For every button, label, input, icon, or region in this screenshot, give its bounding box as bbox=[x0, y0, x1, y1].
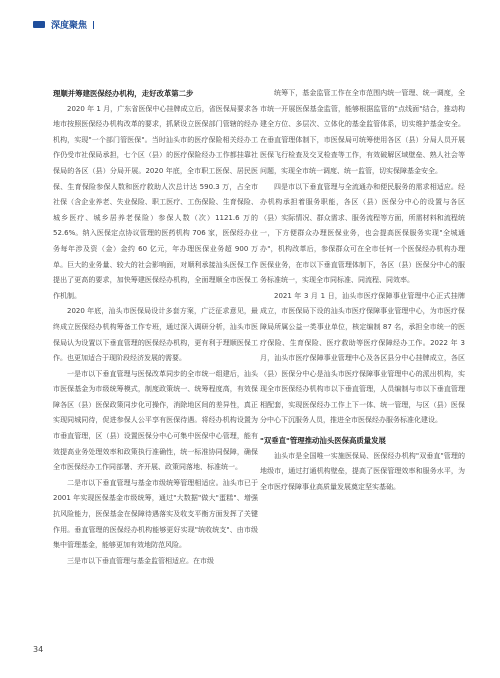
left-column bbox=[53, 86, 258, 569]
page-number: 34 bbox=[33, 645, 44, 654]
right-paragraph: 2021 年 3 月 1 日，汕头市医疗保障事业管理中心正式挂牌成立，市医保局下设的汕头市医疗保障事业管理中心，为市医疗保障局所属公益一类事业单位，核定编制 87 名，承担全市统一的医疗保险、生育保险、医疗救助等医疗保障经办工作。2022 年 3 月，汕头市医疗保障事业管理中心及各区县分中心挂牌成立，各区（县）医保分中心是汕头市医疗保障事业管理中心的派出机构，实现全市医保经办机构市以下垂直管理，人员编制与市以下垂直管理相配套，实现医保经办工作上下一体、统一管理，与区（县）医保分中心下沉服务人员，推进全市医保经办服务标准化建设。 bbox=[260, 291, 465, 425]
left-paragraph: 三是市以下垂直管理与基金监管相适应。在市级 bbox=[67, 556, 214, 565]
right-column bbox=[260, 86, 465, 495]
header-divider bbox=[93, 21, 94, 29]
right-heading: "双垂直"管理推动汕头医保高质量发展 bbox=[260, 436, 386, 446]
right-paragraph: 四是市以下垂直管理与全流通办和便民服务的需求相适应。经办机构承担着服务职能，各区（县）医保分中心的设置与各区（县）实际情况、群众需求、服务流程等方面，所需材料和流程统一，下方便群众办理医保业务，也会提高医保服务实现"全城通办"，机构改革后，参保群众可在全市任何一个医保经办机构办理医保业务，在市以下垂直管理体制下，各区（县）医保分中心的服务标准统一，实现全市同标准、同流程、同效率。 bbox=[260, 182, 465, 285]
left-paragraph: 一是市以下垂直管理与医保改革同步的全市统一组建后，汕头市医保基金为市级统筹模式，制度政策统一、统筹程度高，有效保障各区（县）医保政策同步化可操作，消除地区间的差异性，真正实现同城同待，促进参保人公平享有医保待遇。将经办机构设置为市垂直管理，区（县）设置医保分中心可集中医保中心管理，能有效提高业务处理效率和政策执行准确性，统一标准协同保障，确保全市医保经办工作同部署、齐开展、政策同落地、标准统一。 bbox=[53, 369, 258, 472]
left-paragraph: 二是市以下垂直管理与基金市级统筹管理相适应。汕头市已于 2001 年实现医保基金市级统筹，通过"大数据"做大"蛋糕"、增强抗风险能力，医保基金在保障待遇落实及收支平衡方面发挥了关键作用。垂直管理的医保经办机构能够更好实现"统收统支"、由市级集中管理基金，能够更加有效地防范风险。 bbox=[53, 478, 258, 550]
right-paragraph: 汕头市是全国唯一实施医保局、医保经办机构"双垂直"管理的地级市，通过打通机构壁垒，提高了医保管理效率和服务水平，为全市医疗保障事业高质量发展奠定坚实基础。 bbox=[260, 451, 465, 491]
section-title: 深度聚焦 bbox=[51, 21, 88, 31]
section-header bbox=[33, 18, 94, 31]
left-paragraph: 2020 年 1 月，广东省医保中心挂牌成立后，省医保局要求各地市按照医保经办机构改革的要求，抓紧设立医保部门管辖的经办机构，实现"一个部门管医保"。当时汕头市的医疗保险相关经办工作仍受市社保局承担，七个区（县）的医疗保险经办工作都挂靠社保局的各区（县）分局开展。2020 年底，全市职工医保、居民医保、生育保险参保人数和医疗救助人次总计达 590.3 万，占全市社保（含企业养老、失业保险、职工医疗、工伤保险、生育保险、城乡医疗、城乡居养老保险）参保人数（次）1121.6 万的 52.6%。纳入医保定点协议管理的医药机构 706 家，医保经办业务每年涉及资（金）金约 60 亿元，年办理医保业务超 900 万单。巨大的业务量、较大的社会影响面，对顺利承接汕头医保工作提出了更高的要求，加快筹建医保经办机构，全面理顺全市医保工作机制。 bbox=[53, 104, 258, 300]
right-paragraph: 统筹下，基金监管工作在全市范围内统一管理、统一调度，全市统一开展医保基金监管，能够根据监管的"点线面"结合，推动构建全方位、多层次、立体化的基金监管体系，切实维护基金安全。在垂直管理体制下，市医保局可统筹使用各区（县）分局人员开展医保飞行检查及交叉检查等工作，有效破解区域壁垒、熟人社会等问题，实现全市统一调度、统一监管，切实保障基金安全。 bbox=[260, 89, 465, 175]
section-marker-icon bbox=[33, 21, 45, 28]
left-paragraph: 2020 年底，汕头市医保局设计多套方案，广泛征求意见，最终成立医保经办机构筹备工作专班，通过深入调研分析，汕头市医保局认为设置以下垂直管理的医保经办机构，更有利于理顺医保工作。也更加适合于现阶段经济发展的需要。 bbox=[53, 307, 258, 363]
left-heading: 理顺并筹建医保经办机构，走好改革第二步 bbox=[53, 89, 194, 98]
